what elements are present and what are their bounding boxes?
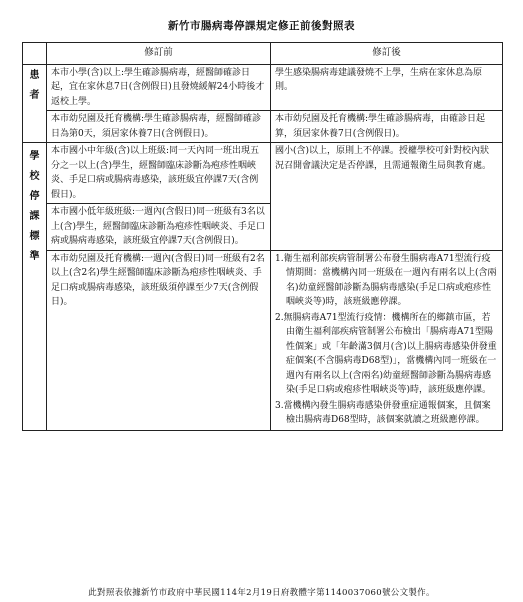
suspension-before-cell: 本市國小中年級(含)以上班級:同一天內同一班出現五分之一以上(含)學生，經醫師臨床診斷為疱疹性咽峽炎、手足口病或腸病毒感染，該班級宜停課7天(含例假日)。 bbox=[47, 143, 271, 204]
patient-after-cell: 學生感染腸病毒建議發燒不上學，生病在家休息為原則。 bbox=[271, 64, 503, 111]
category-suspension-label: 學 校 停 課 標 準 bbox=[29, 151, 40, 262]
suspension-after-list-cell bbox=[271, 250, 503, 430]
patient-before-cell: 本市小學(含)以上:學生確診腸病毒，經醫師確診日起，宜在家休息7日(含例假日)且發燒緩解24小時後才返校上學。 bbox=[47, 64, 271, 111]
table-header-row bbox=[23, 43, 503, 65]
header-before: 修訂前 bbox=[47, 43, 271, 65]
header-after: 修訂後 bbox=[271, 43, 503, 65]
document-title: 新竹市腸病毒停課規定修正前後對照表 bbox=[168, 20, 355, 32]
table-row bbox=[23, 64, 503, 111]
table-row bbox=[23, 111, 503, 143]
list-item: 2.無腸病毒A71型流行疫情：機構所在的鄉鎮市區，若由衛生福利部疾病管制署公布檢出「腸病毒A71型陽性個案」或「年齡滿3個月(含)以上腸病毒感染併發重症個案(不含腸病毒D68型)」，當機構內同一班級在一週內有兩名以上(含兩名)幼童經醫師診斷為腸病毒感染(手足口病或疱疹性咽峽炎等)時，該班級應停課。 bbox=[275, 312, 497, 395]
suspension-before-cell: 本市幼兒園及托育機構:一週內(含假日)同一班級有2名以上(含2名)學生經醫師臨床診斷為疱疹性咽峽炎、手足口病或腸病毒感染，該班級須停課至少7天(含例假日)。 bbox=[47, 250, 271, 430]
comparison-table bbox=[22, 42, 503, 431]
patient-before-cell: 本市幼兒園及托育機構:學生確診腸病毒，經醫師確診日為第0天，須居家休養7日(含例假日)。 bbox=[47, 111, 271, 143]
suspension-before-cell: 本市國小低年級班級:一週內(含假日)同一班級有3名以上(含)學生，經醫師臨床診斷為疱疹性咽峽炎、手足口病或腸病毒感染，該班級宜停課7天(含例假日)。 bbox=[47, 204, 271, 251]
table-row bbox=[23, 143, 503, 204]
header-corner-cell bbox=[23, 43, 47, 65]
list-item: 3.當機構內發生腸病毒感染併發重症通報個案，且個案檢出腸病毒D68型時，該個案就讀之班級應停課。 bbox=[275, 400, 491, 425]
category-patient bbox=[23, 64, 47, 143]
patient-after-cell: 本市幼兒園及托育機構:學生確診腸病毒，由確診日起算，須居家休養7日(含例假日)。 bbox=[271, 111, 503, 143]
table-row bbox=[23, 250, 503, 430]
suspension-after-cell: 國小(含)以上，原則上不停課。授權學校可針對校內狀況召開會議決定是否停課，且需通報衛生局與教育處。 bbox=[271, 143, 503, 251]
list-item: 1.衛生福利部疾病管制署公布發生腸病毒A71型流行疫情期間：當機構內同一班級在一週內有兩名以上(含兩名)幼童經醫師診斷為腸病毒感染(手足口病或疱疹性咽峽炎等)時，該班級應停課。 bbox=[275, 253, 497, 307]
category-suspension bbox=[23, 143, 47, 431]
footer-note: 此對照表依據新竹市政府中華民國114年2月19日府教體字第1140037060號公文製作。 bbox=[88, 588, 435, 598]
category-patient-label: 患 者 bbox=[29, 69, 40, 101]
